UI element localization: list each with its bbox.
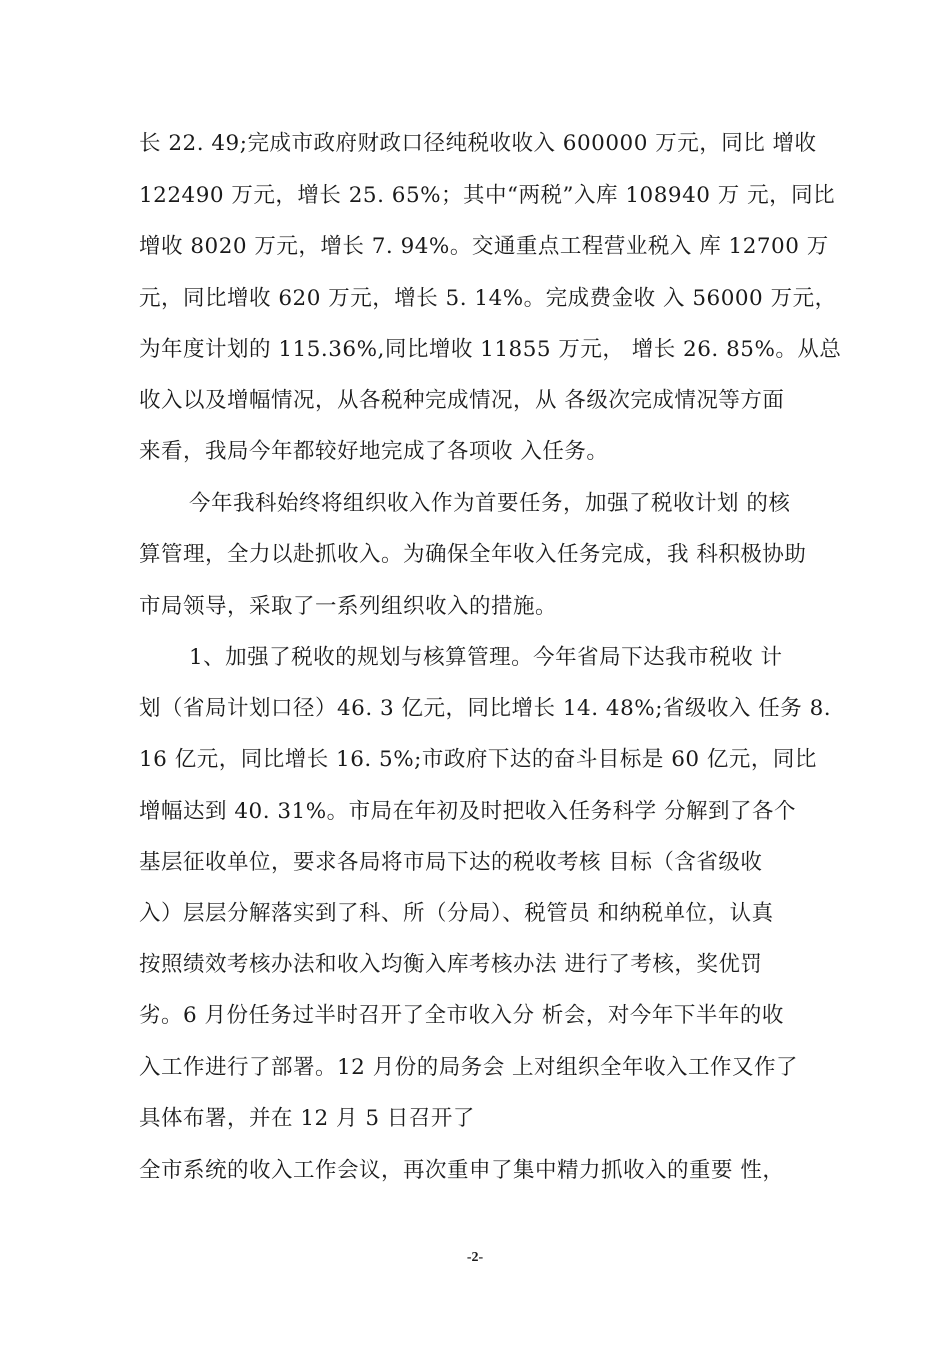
paragraph-3-line-2: 划（省局计划口径）46. 3 亿元，同比增长 14. 48%;省级收入 任务 8.	[139, 696, 832, 721]
paragraph-3-line-11: 全市系统的收入工作会议，再次重申了集中精力抓收入的重要 性，	[139, 1158, 785, 1183]
body-line-3: 增收 8020 万元，增长 7. 94%。交通重点工程营业税入 库 12700 万	[139, 234, 829, 259]
paragraph-3-line-9: 入工作进行了部署。12 月份的局务会 上对组织全年收入工作又作了	[139, 1055, 799, 1080]
paragraph-3-line-6: 入）层层分解落实到了科、所（分局）、税管员 和纳税单位，认真	[139, 901, 774, 926]
paragraph-3-line-3: 16 亿元，同比增长 16. 5%;市政府下达的奋斗目标是 60 亿元，同比	[139, 747, 817, 772]
paragraph-3-line-10: 具体布署，并在 12 月 5 日召开了	[139, 1106, 475, 1131]
paragraph-3-line-5: 基层征收单位，要求各局将市局下达的税收考核 目标（含省级收	[139, 850, 763, 875]
body-line-6: 收入以及增幅情况，从各税种完成情况，从 各级次完成情况等方面	[139, 388, 785, 413]
paragraph-3-line-8: 劣。6 月份任务过半时召开了全市收入分 析会，对今年下半年的收	[139, 1003, 784, 1028]
paragraph-3-line-1: 1、加强了税收的规划与核算管理。今年省局下达我市税收 计	[189, 645, 783, 670]
paragraph-3-line-7: 按照绩效考核办法和收入均衡入库考核办法 进行了考核，奖优罚	[139, 952, 763, 977]
paragraph-3-line-4: 增幅达到 40. 31%。市局在年初及时把收入任务科学 分解到了各个	[139, 799, 796, 824]
body-line-2: 122490 万元，增长 25. 65%；其中“两税”入库 108940 万 元，同比	[139, 183, 836, 208]
body-line-5: 为年度计划的 115.36%,同比增收 11855 万元， 增长 26. 85%。从总	[139, 337, 842, 362]
paragraph-2-line-2: 算管理，全力以赴抓收入。为确保全年收入任务完成，我 科积极协助	[139, 542, 807, 567]
paragraph-2-line-1: 今年我科始终将组织收入作为首要任务，加强了税收计划 的核	[189, 491, 791, 516]
body-line-7: 来看，我局今年都较好地完成了各项收 入任务。	[139, 439, 609, 464]
body-line-1: 长 22. 49;完成市政府财政口径纯税收收入 600000 万元，同比 增收	[139, 131, 817, 156]
paragraph-2-line-3: 市局领导，采取了一系列组织收入的措施。	[139, 594, 558, 619]
page-number: -2-	[466, 1250, 484, 1265]
body-line-4: 元，同比增收 620 万元，增长 5. 14%。完成费金收 入 56000 万元，	[139, 286, 837, 311]
